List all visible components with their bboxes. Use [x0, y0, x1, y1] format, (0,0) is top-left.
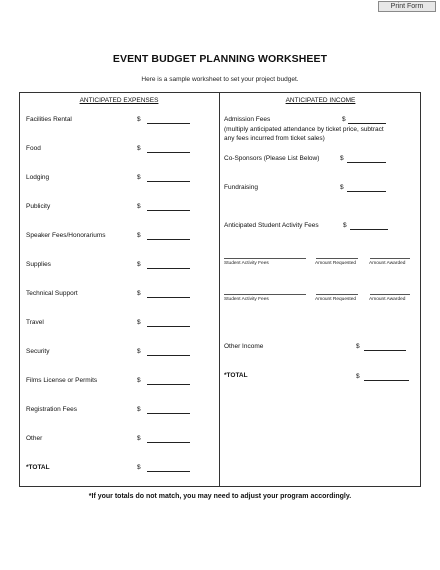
amount-awarded-line-2[interactable] — [370, 294, 410, 295]
page-subtitle: Here is a sample worksheet to set your project budget. — [141, 76, 299, 83]
activity-fee-line-1[interactable] — [224, 258, 306, 259]
expenses-total-label: *TOTAL — [26, 464, 50, 471]
expense-dollar: $ — [137, 290, 141, 297]
expense-dollar: $ — [137, 232, 141, 239]
amount-requested-line-1[interactable] — [316, 258, 358, 259]
expense-amount-field[interactable] — [147, 384, 190, 385]
fundraising-label: Fundraising — [224, 184, 258, 191]
activity-fees-caption-1: Student Activity Fees — [224, 261, 269, 266]
expense-amount-field[interactable] — [147, 181, 190, 182]
expense-label: Publicity — [26, 203, 51, 210]
expenses-total-field[interactable] — [147, 471, 190, 472]
expense-label: Travel — [26, 319, 44, 326]
admission-note-2: any fees incurred from ticket sales) — [224, 135, 325, 142]
expense-label: Food — [26, 145, 41, 152]
expense-label: Technical Support — [26, 290, 78, 297]
expense-label: Facilities Rental — [26, 116, 72, 123]
expense-dollar: $ — [137, 406, 141, 413]
expense-amount-field[interactable] — [147, 355, 190, 356]
expense-label: Lodging — [26, 174, 50, 181]
expense-dollar: $ — [137, 261, 141, 268]
expense-label: Supplies — [26, 261, 51, 268]
amount-awarded-caption-1: Amount Awarded — [369, 261, 406, 266]
cosponsors-field[interactable] — [347, 162, 386, 163]
amount-requested-caption-2: Amount Requested — [315, 297, 357, 302]
admission-fees-field[interactable] — [348, 123, 386, 124]
expense-dollar: $ — [137, 203, 141, 210]
income-total-label: *TOTAL — [224, 372, 248, 379]
amount-requested-line-2[interactable] — [316, 294, 358, 295]
admission-note-1: (multiply anticipated attendance by ticket price, subtract — [224, 126, 384, 133]
amount-awarded-line-1[interactable] — [370, 258, 410, 259]
expense-label: Other — [26, 435, 43, 442]
expenses-heading: ANTICIPATED EXPENSES — [79, 97, 159, 104]
expenses-total-dollar: $ — [137, 464, 141, 471]
income-total-field[interactable] — [364, 380, 409, 381]
cosponsors-dollar: $ — [340, 155, 344, 162]
expense-dollar: $ — [137, 319, 141, 326]
expense-dollar: $ — [137, 377, 141, 384]
expense-amount-field[interactable] — [147, 268, 190, 269]
student-fees-dollar: $ — [343, 222, 347, 229]
expense-amount-field[interactable] — [147, 413, 190, 414]
fundraising-field[interactable] — [347, 191, 386, 192]
footnote: *If your totals do not match, you may need to adjust your program accordingly. — [88, 493, 352, 500]
income-heading: ANTICIPATED INCOME — [285, 97, 356, 104]
student-fees-field[interactable] — [350, 229, 388, 230]
expense-amount-field[interactable] — [147, 442, 190, 443]
expense-dollar: $ — [137, 145, 141, 152]
activity-fee-line-2[interactable] — [224, 294, 306, 295]
page-title: EVENT BUDGET PLANNING WORKSHEET — [112, 53, 328, 65]
other-income-dollar: $ — [356, 343, 360, 350]
expense-dollar: $ — [137, 435, 141, 442]
expense-amount-field[interactable] — [147, 152, 190, 153]
amount-requested-caption-1: Amount Requested — [315, 261, 357, 266]
expense-amount-field[interactable] — [147, 210, 190, 211]
expense-amount-field[interactable] — [147, 326, 190, 327]
expense-dollar: $ — [137, 116, 141, 123]
other-income-field[interactable] — [364, 350, 406, 351]
worksheet-table — [19, 92, 421, 487]
expense-label: Registration Fees — [26, 406, 77, 413]
amount-awarded-caption-2: Amount Awarded — [369, 297, 406, 302]
activity-fees-caption-2: Student Activity Fees — [224, 297, 269, 302]
print-form-button[interactable]: Print Form — [378, 1, 436, 12]
admission-fees-label: Admission Fees — [224, 116, 271, 123]
fundraising-dollar: $ — [340, 184, 344, 191]
expense-amount-field[interactable] — [147, 123, 190, 124]
expense-dollar: $ — [137, 348, 141, 355]
admission-dollar: $ — [342, 116, 346, 123]
expense-label: Security — [26, 348, 50, 355]
expense-label: Speaker Fees/Honorariums — [26, 232, 106, 239]
expense-amount-field[interactable] — [147, 297, 190, 298]
expense-dollar: $ — [137, 174, 141, 181]
student-fees-label: Anticipated Student Activity Fees — [224, 222, 319, 229]
expense-label: Films License or Permits — [26, 377, 98, 384]
cosponsors-label: Co-Sponsors (Please List Below) — [224, 155, 320, 162]
expense-amount-field[interactable] — [147, 239, 190, 240]
column-divider — [219, 92, 220, 487]
income-total-dollar: $ — [356, 373, 360, 380]
other-income-label: Other Income — [224, 343, 264, 350]
